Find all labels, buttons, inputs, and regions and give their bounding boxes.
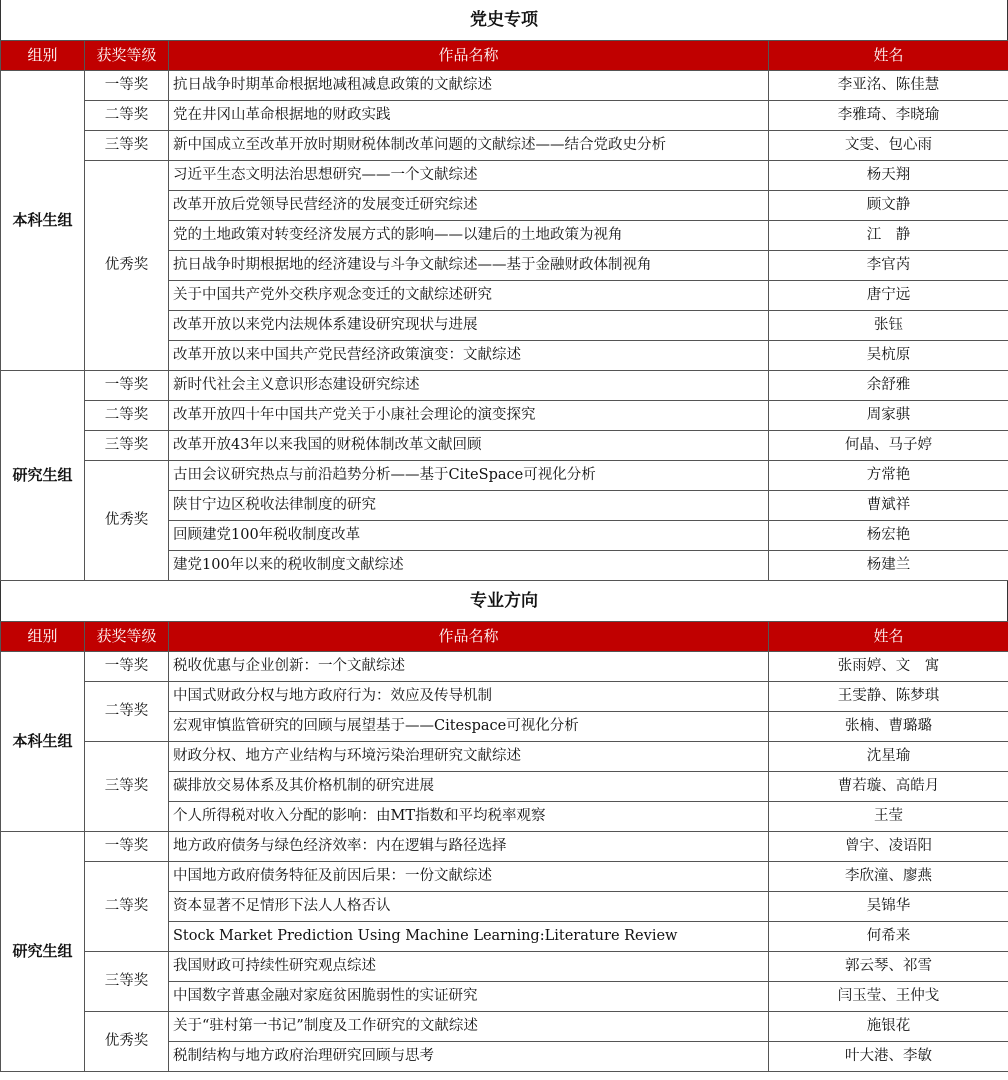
table-row	[1, 1012, 1008, 1042]
work-title-cell: 地方政府债务与绿色经济效率：内在逻辑与路径选择	[169, 832, 769, 862]
table-row	[1, 71, 1008, 101]
award-level-cell: 二等奖	[85, 862, 169, 952]
author-name-cell: 杨宏艳	[769, 521, 1008, 551]
work-title-cell: 回顾建党100年税收制度改革	[169, 521, 769, 551]
work-title-cell: 中国数字普惠金融对家庭贫困脆弱性的实证研究	[169, 982, 769, 1012]
work-title-cell: Stock Market Prediction Using Machine Learning:Literature Review	[169, 922, 769, 952]
header-row	[1, 622, 1008, 652]
group-cell: 研究生组	[1, 832, 85, 1072]
author-name-cell: 张雨婷、文 寓	[769, 652, 1008, 682]
author-name-cell: 施银花	[769, 1012, 1008, 1042]
work-title-cell: 我国财政可持续性研究观点综述	[169, 952, 769, 982]
group-cell: 本科生组	[1, 71, 85, 371]
work-title-cell: 抗日战争时期根据地的经济建设与斗争文献综述——基于金融财政体制视角	[169, 251, 769, 281]
work-title-cell: 古田会议研究热点与前沿趋势分析——基于CiteSpace可视化分析	[169, 461, 769, 491]
author-name-cell: 李雅琦、李晓瑜	[769, 101, 1008, 131]
work-title-column-header: 作品名称	[169, 41, 769, 71]
award-level-cell: 优秀奖	[85, 461, 169, 581]
author-name-cell: 余舒雅	[769, 371, 1008, 401]
work-title-column-header: 作品名称	[169, 622, 769, 652]
award-level-column-header: 获奖等级	[85, 41, 169, 71]
work-title-cell: 改革开放以来党内法规体系建设研究现状与进展	[169, 311, 769, 341]
award-level-cell: 优秀奖	[85, 1012, 169, 1072]
author-name-cell: 李官芮	[769, 251, 1008, 281]
table-row	[1, 652, 1008, 682]
award-table	[0, 621, 1008, 1072]
author-name-cell: 王莹	[769, 802, 1008, 832]
group-cell: 研究生组	[1, 371, 85, 581]
award-level-cell: 二等奖	[85, 101, 169, 131]
author-name-cell: 曹斌祥	[769, 491, 1008, 521]
author-name-cell: 郭云琴、祁雪	[769, 952, 1008, 982]
work-title-cell: 税制结构与地方政府治理研究回顾与思考	[169, 1042, 769, 1072]
award-level-cell: 三等奖	[85, 131, 169, 161]
work-title-cell: 关于“驻村第一书记”制度及工作研究的文献综述	[169, 1012, 769, 1042]
award-level-cell: 优秀奖	[85, 161, 169, 371]
work-title-cell: 个人所得税对收入分配的影响：由MT指数和平均税率观察	[169, 802, 769, 832]
table-row	[1, 832, 1008, 862]
table-row	[1, 371, 1008, 401]
author-name-cell: 杨天翔	[769, 161, 1008, 191]
work-title-cell: 财政分权、地方产业结构与环境污染治理研究文献综述	[169, 742, 769, 772]
section-title: 党史专项	[0, 0, 1008, 40]
work-title-cell: 税收优惠与企业创新：一个文献综述	[169, 652, 769, 682]
work-title-cell: 新时代社会主义意识形态建设研究综述	[169, 371, 769, 401]
header-row	[1, 41, 1008, 71]
work-title-cell: 中国地方政府债务特征及前因后果：一份文献综述	[169, 862, 769, 892]
author-name-cell: 周家骐	[769, 401, 1008, 431]
author-name-cell: 闫玉莹、王仲戈	[769, 982, 1008, 1012]
work-title-cell: 新中国成立至改革开放时期财税体制改革问题的文献综述——结合党政史分析	[169, 131, 769, 161]
table-row	[1, 952, 1008, 982]
group-column-header: 组别	[1, 622, 85, 652]
author-name-cell: 李欣潼、廖燕	[769, 862, 1008, 892]
award-level-cell: 二等奖	[85, 682, 169, 742]
work-title-cell: 陕甘宁边区税收法律制度的研究	[169, 491, 769, 521]
award-level-cell: 三等奖	[85, 952, 169, 1012]
award-level-cell: 三等奖	[85, 431, 169, 461]
work-title-cell: 资本显著不足情形下法人人格否认	[169, 892, 769, 922]
author-name-cell: 张楠、曹璐璐	[769, 712, 1008, 742]
work-title-cell: 关于中国共产党外交秩序观念变迁的文献综述研究	[169, 281, 769, 311]
table-row	[1, 682, 1008, 712]
award-level-cell: 一等奖	[85, 71, 169, 101]
author-name-cell: 方常艳	[769, 461, 1008, 491]
work-title-cell: 改革开放43年以来我国的财税体制改革文献回顾	[169, 431, 769, 461]
table-row	[1, 431, 1008, 461]
table-row	[1, 862, 1008, 892]
work-title-cell: 改革开放四十年中国共产党关于小康社会理论的演变探究	[169, 401, 769, 431]
author-name-cell: 曹若璇、高皓月	[769, 772, 1008, 802]
author-name-cell: 何希来	[769, 922, 1008, 952]
work-title-cell: 宏观审慎监管研究的回顾与展望基于——Citespace可视化分析	[169, 712, 769, 742]
award-table	[0, 40, 1008, 581]
author-name-cell: 吴锦华	[769, 892, 1008, 922]
author-name-cell: 张钰	[769, 311, 1008, 341]
author-name-cell: 吴杭原	[769, 341, 1008, 371]
table-row	[1, 131, 1008, 161]
award-level-cell: 三等奖	[85, 742, 169, 832]
work-title-cell: 中国式财政分权与地方政府行为：效应及传导机制	[169, 682, 769, 712]
award-level-column-header: 获奖等级	[85, 622, 169, 652]
table-row	[1, 401, 1008, 431]
table-row	[1, 742, 1008, 772]
author-name-cell: 顾文静	[769, 191, 1008, 221]
work-title-cell: 党的土地政策对转变经济发展方式的影响——以建后的土地政策为视角	[169, 221, 769, 251]
work-title-cell: 改革开放后党领导民营经济的发展变迁研究综述	[169, 191, 769, 221]
author-name-cell: 何晶、马子婷	[769, 431, 1008, 461]
work-title-cell: 习近平生态文明法治思想研究——一个文献综述	[169, 161, 769, 191]
author-name-cell: 江 静	[769, 221, 1008, 251]
table-row	[1, 101, 1008, 131]
name-column-header: 姓名	[769, 41, 1008, 71]
author-name-cell: 王雯静、陈梦琪	[769, 682, 1008, 712]
award-level-cell: 二等奖	[85, 401, 169, 431]
author-name-cell: 杨建兰	[769, 551, 1008, 581]
author-name-cell: 曾宇、凌语阳	[769, 832, 1008, 862]
table-row	[1, 461, 1008, 491]
work-title-cell: 碳排放交易体系及其价格机制的研究进展	[169, 772, 769, 802]
award-level-cell: 一等奖	[85, 371, 169, 401]
author-name-cell: 李亚洺、陈佳慧	[769, 71, 1008, 101]
work-title-cell: 抗日战争时期革命根据地减租减息政策的文献综述	[169, 71, 769, 101]
author-name-cell: 沈星瑜	[769, 742, 1008, 772]
award-level-cell: 一等奖	[85, 652, 169, 682]
work-title-cell: 建党100年以来的税收制度文献综述	[169, 551, 769, 581]
award-level-cell: 一等奖	[85, 832, 169, 862]
name-column-header: 姓名	[769, 622, 1008, 652]
work-title-cell: 党在井冈山革命根据地的财政实践	[169, 101, 769, 131]
table-row	[1, 161, 1008, 191]
group-column-header: 组别	[1, 41, 85, 71]
section-title: 专业方向	[0, 581, 1008, 621]
author-name-cell: 叶大港、李敏	[769, 1042, 1008, 1072]
author-name-cell: 唐宁远	[769, 281, 1008, 311]
work-title-cell: 改革开放以来中国共产党民营经济政策演变：文献综述	[169, 341, 769, 371]
group-cell: 本科生组	[1, 652, 85, 832]
author-name-cell: 文雯、包心雨	[769, 131, 1008, 161]
